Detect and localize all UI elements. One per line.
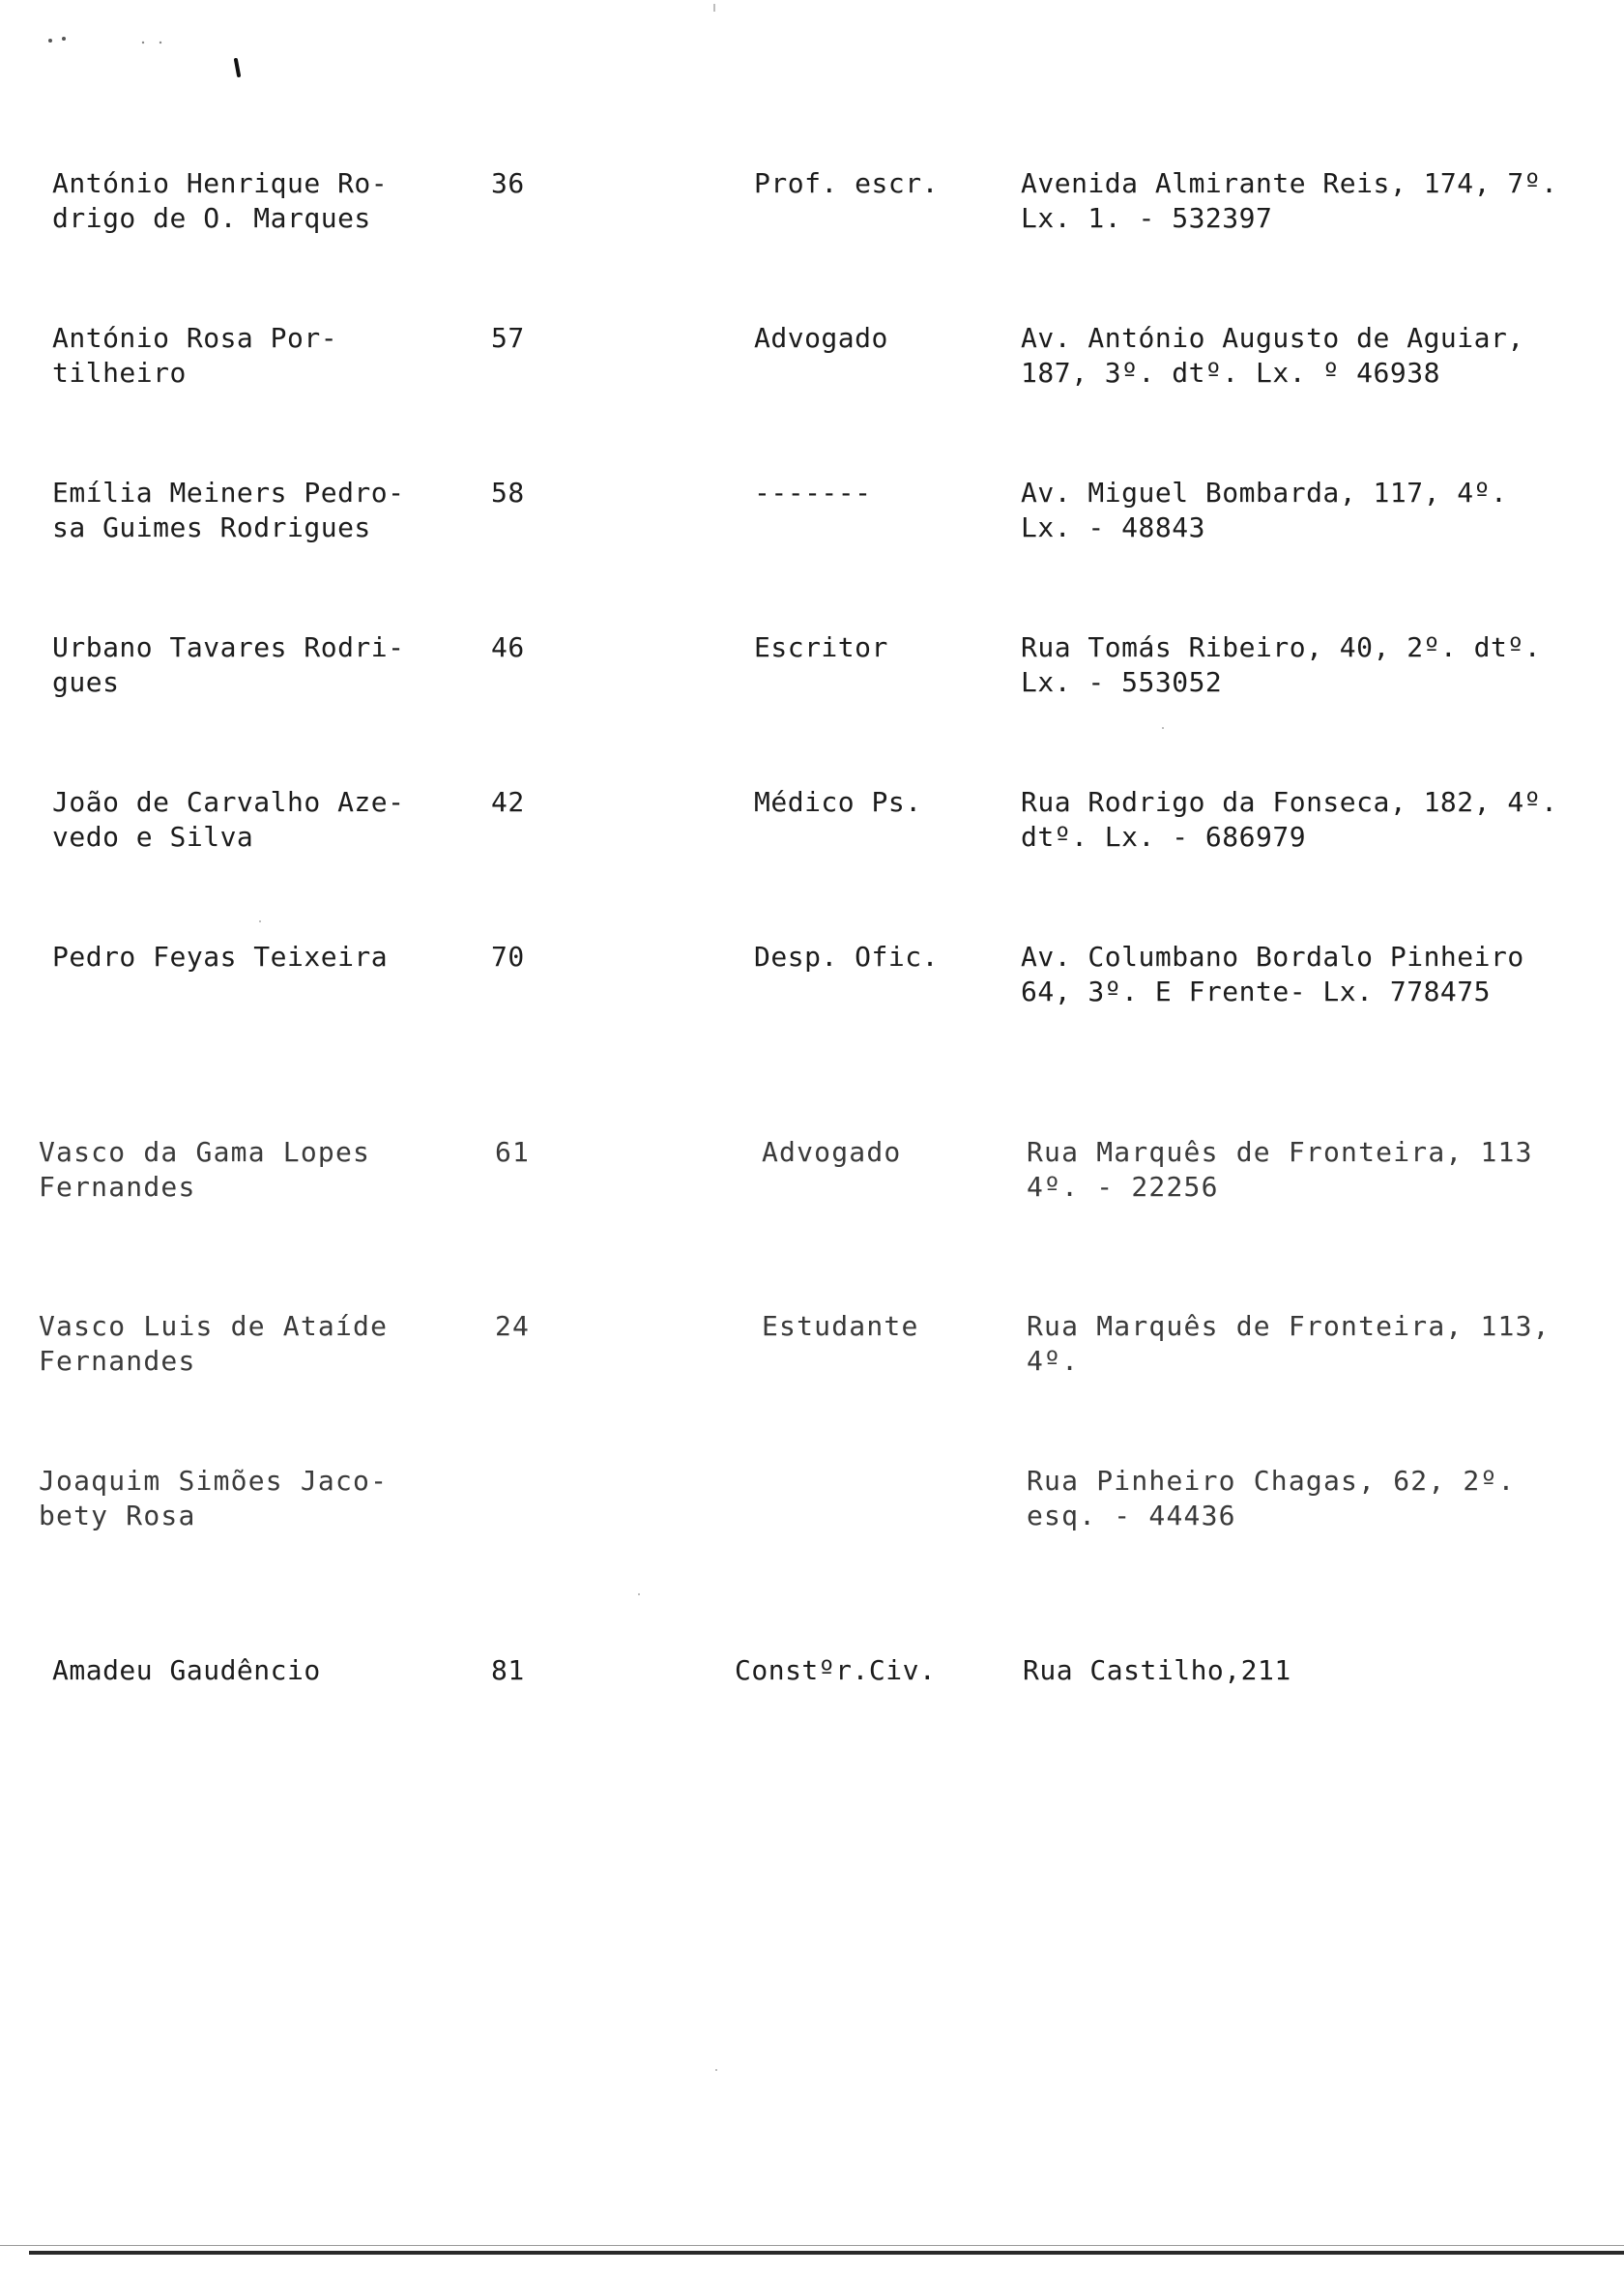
name-line-2: bety Rosa xyxy=(39,1500,196,1531)
name-line-2: Fernandes xyxy=(39,1345,196,1377)
person-address xyxy=(1027,1464,1624,1533)
scan-speck xyxy=(713,4,715,12)
person-address xyxy=(1021,630,1624,700)
name-line-1: António Henrique Ro- xyxy=(52,167,389,199)
person-occupation: Advogado xyxy=(762,1136,902,1168)
name-line-2: drigo de O. Marques xyxy=(52,202,371,234)
person-age: 70 xyxy=(491,941,525,973)
person-age: 58 xyxy=(491,477,525,509)
name-line-2: sa Guimes Rodrigues xyxy=(52,511,371,543)
person-occupation: Médico Ps. xyxy=(754,786,922,818)
table-row xyxy=(0,940,1624,1017)
scan-speck xyxy=(1162,727,1164,729)
person-name xyxy=(39,1464,445,1533)
person-address xyxy=(1023,1653,1624,1688)
person-occupation: Escritor xyxy=(754,631,888,663)
person-age: 61 xyxy=(495,1136,531,1168)
name-line-1: Vasco da Gama Lopes xyxy=(39,1136,371,1168)
address-line-2: 187, 3º. dtº. Lx. º 46938 xyxy=(1021,357,1440,389)
stray-marks xyxy=(43,33,255,91)
address-line-1: Rua Rodrigo da Fonseca, 182, 4º. xyxy=(1021,786,1558,818)
person-age: 57 xyxy=(491,322,525,354)
table-row xyxy=(0,630,1624,708)
address-line-2: Lx. - 553052 xyxy=(1021,666,1223,698)
table-row xyxy=(0,1135,1624,1212)
person-name xyxy=(39,1309,445,1379)
person-name xyxy=(52,476,458,545)
name-line-2: tilheiro xyxy=(52,357,187,389)
page-bottom-border xyxy=(29,2251,1624,2255)
person-occupation: Constºr.Civ. xyxy=(735,1654,937,1686)
name-line-2: vedo e Silva xyxy=(52,821,254,853)
person-address xyxy=(1021,166,1624,236)
address-line-1: Avenida Almirante Reis, 174, 7º. xyxy=(1021,167,1558,199)
address-line-1: Rua Pinheiro Chagas, 62, 2º. xyxy=(1027,1465,1516,1497)
address-line-2: dtº. Lx. - 686979 xyxy=(1021,821,1307,853)
table-row xyxy=(0,476,1624,553)
person-address xyxy=(1021,321,1624,391)
table-row xyxy=(0,321,1624,398)
name-line-2: Fernandes xyxy=(39,1171,196,1203)
person-occupation: Desp. Ofic. xyxy=(754,941,939,973)
address-line-1: Rua Castilho,211 xyxy=(1023,1654,1291,1686)
scan-speck xyxy=(259,920,261,922)
person-name xyxy=(52,1653,458,1688)
person-age: 42 xyxy=(491,786,525,818)
address-line-1: Rua Marquês de Fronteira, 113, xyxy=(1027,1310,1551,1342)
address-line-1: Av. Miguel Bombarda, 117, 4º. xyxy=(1021,477,1508,509)
table-row xyxy=(0,166,1624,244)
address-line-1: Rua Marquês de Fronteira, 113 xyxy=(1027,1136,1533,1168)
person-address xyxy=(1021,785,1624,855)
address-line-1: Av. Columbano Bordalo Pinheiro xyxy=(1021,941,1524,973)
page-edge-line xyxy=(0,2245,1624,2246)
person-age: 24 xyxy=(495,1310,531,1342)
address-line-2: 4º. xyxy=(1027,1345,1080,1377)
name-line-1: Joaquim Simões Jaco- xyxy=(39,1465,389,1497)
name-line-1: João de Carvalho Aze- xyxy=(52,786,405,818)
person-address xyxy=(1027,1309,1624,1379)
name-line-2: gues xyxy=(52,666,120,698)
scan-speck xyxy=(715,2069,717,2071)
address-line-2: Lx. - 48843 xyxy=(1021,511,1205,543)
person-name xyxy=(52,940,458,975)
address-line-2: esq. - 44436 xyxy=(1027,1500,1236,1531)
table-row xyxy=(0,1309,1624,1386)
person-occupation: Prof. escr. xyxy=(754,167,939,199)
person-address xyxy=(1027,1135,1624,1205)
person-age: 36 xyxy=(491,167,525,199)
name-line-1: Pedro Feyas Teixeira xyxy=(52,941,389,973)
person-name xyxy=(52,630,458,700)
person-occupation: Advogado xyxy=(754,322,888,354)
address-line-2: Lx. 1. - 532397 xyxy=(1021,202,1273,234)
person-occupation: Estudante xyxy=(762,1310,919,1342)
person-age: 46 xyxy=(491,631,525,663)
table-row xyxy=(0,785,1624,862)
address-line-1: Av. António Augusto de Aguiar, xyxy=(1021,322,1524,354)
name-line-1: Emília Meiners Pedro- xyxy=(52,477,405,509)
person-age: 81 xyxy=(491,1654,525,1686)
table-row xyxy=(0,1464,1624,1541)
name-line-1: Urbano Tavares Rodri- xyxy=(52,631,405,663)
person-name xyxy=(52,166,458,236)
person-occupation: ------- xyxy=(754,477,872,509)
table-row xyxy=(0,1653,1624,1731)
address-line-2: 64, 3º. E Frente- Lx. 778475 xyxy=(1021,976,1492,1007)
person-address xyxy=(1021,940,1624,1009)
name-line-1: António Rosa Por- xyxy=(52,322,338,354)
name-line-1: Vasco Luis de Ataíde xyxy=(39,1310,389,1342)
person-name xyxy=(52,785,458,855)
person-name xyxy=(39,1135,445,1205)
person-address xyxy=(1021,476,1624,545)
address-line-2: 4º. - 22256 xyxy=(1027,1171,1219,1203)
scan-speck xyxy=(638,1593,640,1595)
person-name xyxy=(52,321,458,391)
address-line-1: Rua Tomás Ribeiro, 40, 2º. dtº. xyxy=(1021,631,1542,663)
name-line-1: Amadeu Gaudêncio xyxy=(52,1654,321,1686)
